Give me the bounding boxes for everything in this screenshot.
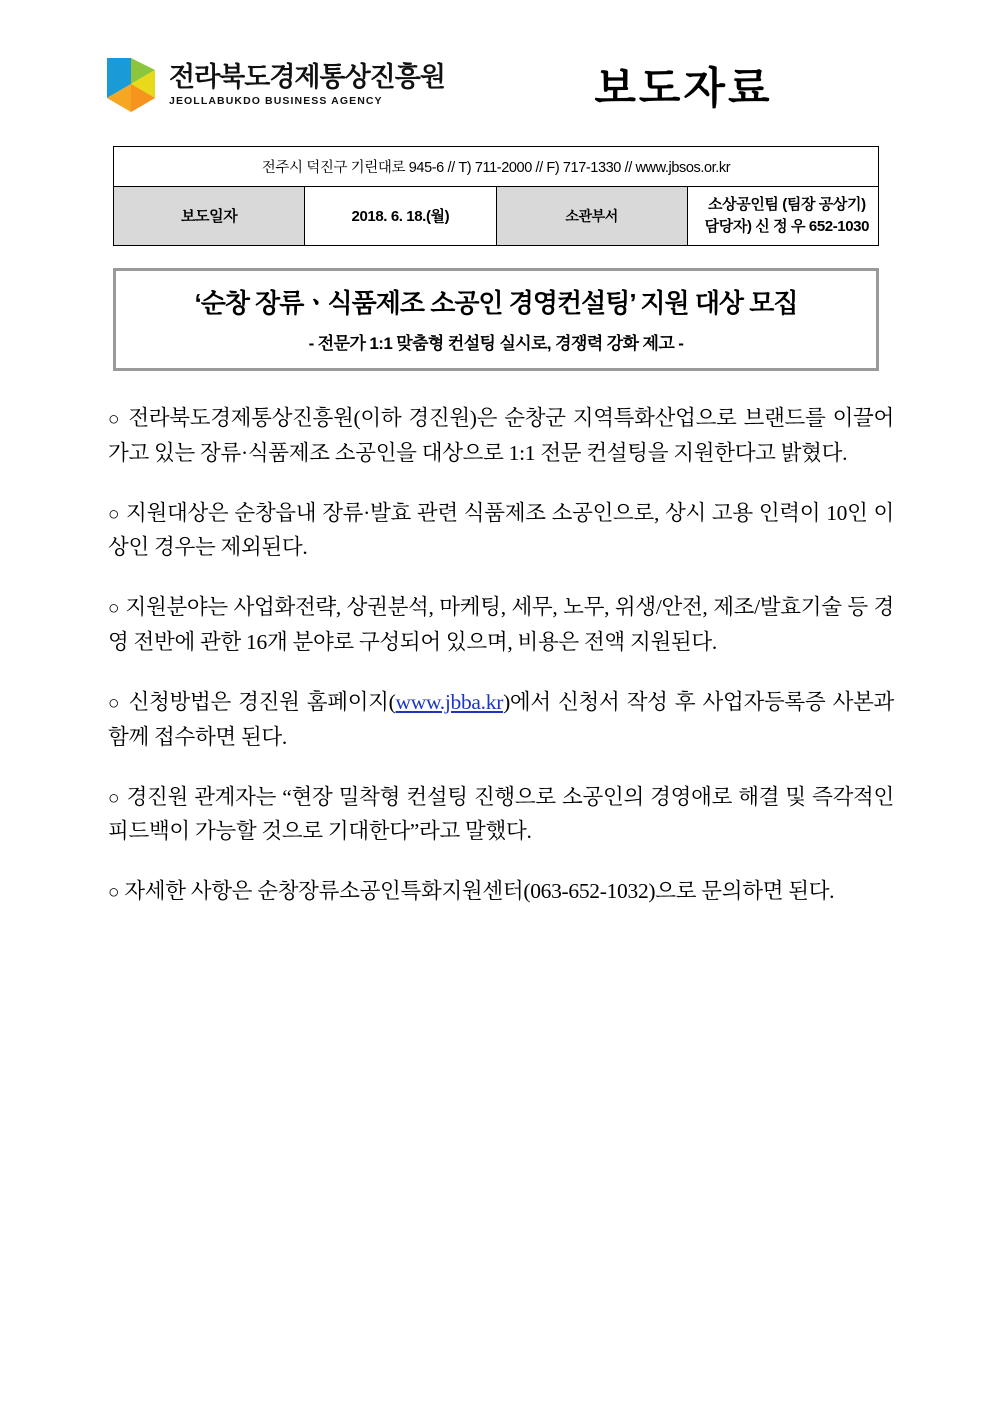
table-row-meta	[114, 187, 879, 246]
bullet-icon: ○	[108, 503, 121, 525]
paragraph-5-text: 경진원 관계자는 “현장 밀착형 컨설팅 진행으로 소공인의 경영애로 해결 및 즉각적인 피드백이 가능할 것으로 기대한다”라고 말했다.	[108, 784, 894, 844]
body-content	[108, 401, 894, 909]
paragraph-1-text: 전라북도경제통상진흥원(이하 경진원)은 순창군 지역특화산업으로 브랜드를 이끌어 가고 있는 장류·식품제조 소공인을 대상으로 1:1 전문 컨설팅을 지원한다고 밝혔다.	[108, 406, 894, 465]
date-label-cell: 보도일자	[114, 187, 305, 246]
bullet-icon: ○	[108, 598, 120, 620]
paragraph-2-text: 지원대상은 순창읍내 장류·발효 관련 식품제조 소공인으로, 상시 고용 인력이 10인 이상인 경우는 제외된다.	[108, 500, 894, 560]
agency-logo	[105, 54, 445, 116]
document-kind-title: 보도자료	[594, 64, 773, 113]
logo-text	[169, 61, 445, 107]
bullet-icon: ○	[108, 409, 122, 430]
dept-label-cell: 소관부서	[496, 187, 687, 246]
paragraph-1	[108, 401, 894, 471]
address-cell: 전주시 덕진구 기린대로 945-6 // T) 711-2000 // F) 717-1330 // www.jbsos.or.kr	[114, 147, 879, 187]
paragraph-6-text: 자세한 사항은 순창장류소공인특화지원센터(063-652-1032)으로 문의하면 된다.	[124, 879, 835, 904]
paragraph-4	[108, 685, 894, 755]
logo-english-name: JEOLLABUKDO BUSINESS AGENCY	[169, 94, 383, 107]
table-row-address	[114, 147, 879, 187]
headline-main: ‘순창 장류ㆍ식품제조 소공인 경영컨설팅’ 지원 대상 모집	[194, 287, 798, 318]
paragraph-4-text-before: 신청방법은 경진원 홈페이지(	[128, 689, 396, 714]
paragraph-3	[108, 590, 894, 660]
date-value-cell: 2018. 6. 18.(월)	[305, 187, 496, 246]
logo-korean-name: 전라북도경제통상진흥원	[169, 61, 445, 92]
dept-value-cell	[687, 187, 878, 246]
bullet-icon: ○	[108, 692, 122, 714]
document-header	[0, 0, 992, 113]
logo-mark-icon	[105, 54, 157, 116]
headline-box	[113, 268, 879, 372]
dept-contact-line: 담당자) 신 정 우 652-1030	[704, 217, 870, 235]
paragraph-3-text: 지원분야는 사업화전략, 상권분석, 마케팅, 세무, 노무, 위생/안전, 제조/발효기술 등 경영 전반에 관한 16개 분야로 구성되어 있으며, 비용은 전액 지원된다.	[108, 595, 895, 655]
homepage-link[interactable]: www.jbba.kr	[395, 689, 504, 714]
paragraph-4-text-after: )에서 신청서 작성 후 사업자등록증 사본과 함께 접수하면 된다.	[108, 689, 895, 749]
paragraph-6	[108, 874, 894, 909]
bullet-icon: ○	[108, 787, 121, 809]
bullet-icon: ○	[108, 882, 120, 904]
paragraph-2	[108, 496, 894, 566]
paragraph-5	[108, 780, 894, 850]
dept-team-line: 소상공인팀 (팀장 공상기)	[708, 196, 866, 213]
contact-info-table	[113, 146, 879, 246]
headline-sub: - 전문가 1:1 맞춤형 컨설팅 실시로, 경쟁력 강화 제고 -	[308, 334, 684, 353]
